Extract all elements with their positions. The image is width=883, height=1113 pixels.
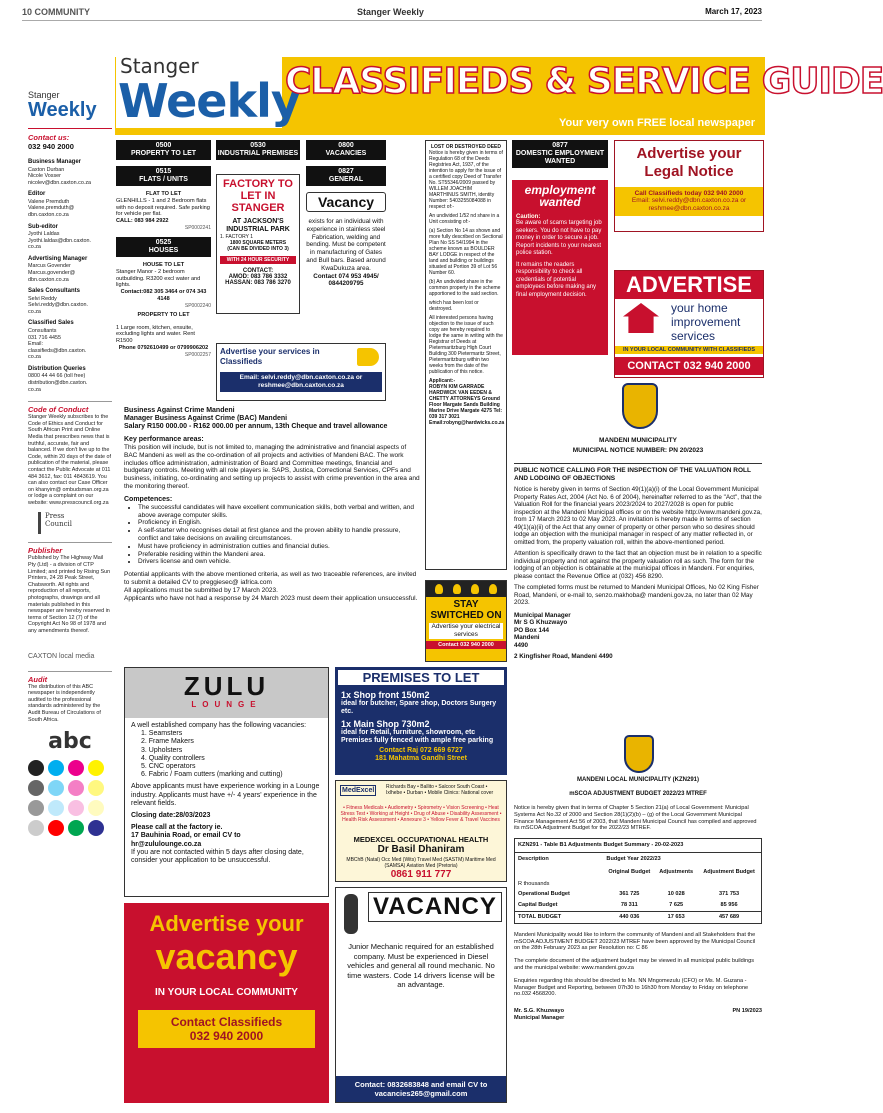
bulb-icon — [435, 584, 443, 594]
adv-vac-title1: Advertise your — [149, 911, 304, 936]
publisher-title: Publisher — [28, 546, 63, 556]
advertise-home-ad — [614, 270, 764, 378]
staff-heading: Distribution Queries — [28, 365, 86, 372]
factory-security: WITH 24 HOUR SECURITY — [220, 256, 296, 264]
zulu-logo — [125, 668, 328, 718]
mandeni1-p2: Attention is specifically drawn to the fact that an objection must be in relation to a specific individual property and not against the property valuation roll as such. The form for the lodging of an objection is obtainable at the municipal offices in Mandeni. For enquiries, please contact the Revenue Office at (032) 456 8290. — [514, 550, 762, 580]
flat-call: CALL: 083 984 2922 — [116, 218, 169, 225]
col-industrial — [216, 140, 300, 340]
sidebar-logo-small: Stanger — [28, 90, 60, 100]
staff-line: co.za — [28, 386, 41, 393]
col-employment — [512, 140, 608, 365]
table-cell: 361 725 — [619, 891, 640, 898]
bac-foot3: Applicants who have not had a response by 24 March 2023 must deem their application unsuccessful. — [124, 594, 418, 602]
stay-sub: Advertise your electrical services — [429, 623, 503, 639]
mandeni-notice-1 — [512, 383, 764, 728]
vacancy-ad — [306, 192, 386, 288]
vacancy-contact: Contact 074 953 4945/ 0844209795 — [313, 272, 379, 288]
staff-heading: Business Manager — [28, 159, 82, 165]
staff-line: classifieds@dbn.caxton. — [28, 347, 87, 354]
staff-block — [28, 320, 112, 360]
zulu-vacancy-list — [131, 730, 322, 779]
premises-ad — [335, 667, 507, 775]
table-sub — [515, 866, 604, 879]
medexcel-head: Richards Bay • Ballito • Salcoor South Coast • Ixlhebe • Durban • Mobile Clinics: National cover — [386, 784, 494, 796]
adv-contact: CONTACT 032 940 2000 — [615, 357, 763, 375]
table-cell: 440 036 — [619, 913, 640, 920]
press-council-text: Press Council — [45, 512, 72, 529]
table-cell: Operational Budget — [518, 891, 570, 898]
bac-key-text: This position will include, but is not limited to, managing the administrative and financial aspects of BAC Mandeni as well as the co-ordination of all projects and activities of Mandeni BAC. The work includes office administration, administration of Board and Committee meetings, financial and budgetary controls. Meeting with all role players ie. SAPS, Justica, Correctional Services, CPFs and business, initiating, co-ordinating and setting up projects to assist with crime prevention in the area and the monitoring thereof. — [124, 444, 420, 490]
table-cell: 371 753 — [718, 891, 740, 898]
bulb-icon — [471, 584, 479, 594]
deed-text4: (b) An undivided share in the common property in the scheme apportioned to the said section. — [429, 279, 501, 297]
staff-line: Marcus.govender@ — [28, 269, 76, 276]
factory-amod: AMOD: 083 786 3332 — [228, 274, 288, 280]
deed-applicant: ROBYN KIM GARRADE HARDWICK VAN EEDEN & CHETTY ATTORNEYS Ground Floor Margate Sands Building Marine Drive Margate 4275 Tel: 039 317 3021 Email:robyng@hardwicks.co.za — [429, 384, 505, 426]
staff-line: co.za — [28, 308, 41, 315]
abc-logo — [28, 729, 112, 754]
staff-heading: Sales Consultants — [28, 288, 81, 295]
zulu-vacancy-item: 2. Frame Makers — [141, 738, 194, 746]
deed-title: LOST OR DESTROYED DEED — [430, 144, 501, 150]
staff-line: Email: — [28, 341, 43, 348]
caxton-text: CAXTON local media — [28, 652, 95, 660]
signature-line: Municipal Manager — [514, 611, 571, 619]
deed-text5: which has been lost or destroyed. — [429, 300, 479, 312]
factory-line3: (CAN BE DIVIDED INTO 3) — [227, 246, 289, 252]
signature-line: 4490 — [514, 641, 529, 649]
mandeni2-p2: Mandeni Municipality would like to inform the community of Mandeni and all Stakeholders that the mSCOA ADJUSTMENT BUDGET 2022/23 MTREF have been approved by the Municipal Council on the 28th February 2023 as per Resolution no: C 86 — [514, 931, 756, 952]
bac-title: Business Against Crime Mandeni — [124, 407, 235, 414]
swatch — [68, 780, 84, 796]
col-property — [116, 140, 211, 405]
factory-title: FACTORY TO LET IN STANGER — [223, 178, 293, 214]
mandeni1-p3: The completed forms must be returned to Mandeni Municipal Offices, No 02 King Fisher Road, Mandeni, or e-mail to, senzo.makhoba@ mandeni.gov.za, no later than 02 May 2023. — [514, 584, 759, 606]
adv-sub2: improvement — [671, 315, 741, 329]
premises-s2b: ideal for Retail, furniture, showroom, etc — [341, 729, 476, 736]
audit-text: The distribution of this ABC newspaper is independently audited to the professional standards administered by the Audit Bureau of Circulations of South Africa. — [28, 683, 101, 723]
staff-line: Selvi.reddy@dbn.caxton. — [28, 302, 89, 309]
zulu-vacancy-item: 1. Seamsters — [141, 730, 183, 738]
house-ref: SP0002240 — [184, 302, 211, 309]
zulu-p2: Above applicants must have experience working in a Lounge industry. Applicants must have +/- 4 years' experience in the relevant fields. — [131, 783, 320, 807]
mandeni2-p1: Notice is hereby given that in terms of Chapter 5 Section 21(a) of Local Government: Municipal Systems Act No.32 of 2000 and Section 28(1)(2)(b) – (g) of the Local Government Municipal Finance Management Act 56 of 2003, that Mandeni Municipal Council has compiled and approved its mSCOA Adjustment Budget for the 2022/23 MTREF. — [514, 805, 757, 832]
banner-title: CLASSIFIEDS & SERVICE GUIDE — [285, 61, 883, 102]
zulu-call1: Please call at the factory ie. — [131, 824, 223, 832]
employment-caution: Caution: — [516, 214, 541, 220]
mandeni2-signature — [514, 1008, 762, 1022]
heading-flats: 0515 FLATS / UNITS — [116, 166, 211, 186]
bac-vacancy — [124, 407, 420, 662]
swatch — [48, 760, 64, 776]
table-cell: 7 625 — [669, 902, 684, 909]
adv-sub1: your home — [671, 301, 728, 315]
table-row — [515, 889, 762, 900]
mandeni2-pn: PN 19/2023 — [732, 1008, 762, 1015]
publisher-text: Published by The Highway Mail Pty (Ltd) - a division of CTP Limited; and printed by Rising Sun Printers, 24 28 Peak Street, Chatsworth. All rights and reproduction of all reports, photographs, drawings and all materials published in this newspaper are hereby reserved in terms of Section 12 (7) of the Copyright Act No 98 of 1978 and any amendments thereof. — [28, 555, 111, 634]
mandeni1-body — [514, 463, 762, 660]
table-cell: 78 311 — [620, 902, 638, 909]
factory-contact: CONTACT: — [242, 268, 274, 274]
adv-services-email: Email: selvi.reddy@dbn.caxton.co.za or reshmee@dbn.caxton.co.za — [220, 372, 382, 392]
sidebar-contact — [28, 128, 112, 151]
zulu-vacancy-item: 4. Quality controllers — [141, 754, 205, 762]
bac-foot1: Potential applicants with the above mentioned criteria, as well as two traceable references, are invited to submit a detailed CV to preggiesec@ iafrica.com — [124, 571, 417, 586]
vacancy-mechanic-ad — [335, 887, 507, 1103]
mandeni2-sig2: Municipal Manager — [514, 1014, 565, 1021]
staff-line: dbn.caxton.co.za — [28, 276, 69, 283]
house-text: Stanger Manor - 2 bedroom outbuilding. R3200 excl water and lights. — [116, 268, 201, 289]
page-header — [22, 5, 762, 21]
staff-block — [28, 256, 112, 283]
heading-general: 0827 GENERAL — [306, 166, 386, 186]
swatch — [68, 760, 84, 776]
flat-ref: SP0002241 — [184, 224, 211, 231]
medexcel-ad — [335, 780, 507, 882]
staff-line: nicolev@dbn.caxton.co.za — [28, 179, 92, 186]
stay-contact: Contact 032 940 2000 — [426, 641, 506, 649]
deed-text1: Notice is hereby given in terms of Regulation 68 of the Deeds Registries Act, 1937, of the intention to apply for the issue of a certified copy Deed of Transfer No. ST55346/2009 passed by WILLEM JOACHIM MARTHINUS SMITH, identity Number: 5403255084088 in respect of:- — [429, 150, 503, 210]
staff-line: dbn.caxton.co.za — [28, 211, 69, 218]
table-h-year: Budget Year 2022/23 — [606, 855, 661, 862]
color-swatches — [28, 760, 112, 836]
bulb-icon — [489, 584, 497, 594]
swatch — [88, 760, 104, 776]
mandeni1-signature — [514, 612, 762, 650]
swatch — [28, 760, 44, 776]
swatch — [48, 820, 64, 836]
zulu-logo-sub: LOUNGE — [191, 700, 262, 709]
mandeni2-sig1: Mr. S.G. Khuzwayo — [514, 1008, 565, 1015]
employment-ad — [512, 180, 608, 355]
press-council-logo — [38, 512, 112, 534]
factory-at: AT JACKSON'S INDUSTRIAL PARK — [226, 218, 290, 233]
sidebar-staff-list — [28, 159, 112, 393]
medexcel-logo: MedExcel — [342, 787, 375, 794]
house-title: HOUSE TO LET — [142, 261, 185, 268]
staff-line: Jyothi.laldas@dbn.caxton. — [28, 237, 92, 244]
mandeni-notice-2 — [512, 733, 764, 1105]
prop-ref: SP0002257 — [184, 351, 211, 358]
contact-phone: 032 940 2000 — [28, 142, 74, 151]
table-h-desc: Description — [518, 855, 549, 862]
employment-title: employment wanted — [524, 183, 596, 209]
heading-domestic: 0877 DOMESTIC EMPLOYMENT WANTED — [512, 140, 608, 168]
zulu-vacancy-item: 3. Upholsters — [141, 746, 183, 754]
staff-line: Jyothi Laldas — [28, 231, 60, 238]
legal-title: Advertise your Legal Notice — [636, 145, 742, 180]
vacancy2-text: Junior Mechanic required for an established company. Must be experienced in Diesel vehicles and general all round mechanic. No time wasters. Code 14 drivers license will be an advantage. — [347, 942, 495, 989]
abc-text: abc — [48, 729, 92, 755]
mandeni1-p1: Notice is hereby given in terms of Section 49(1)(a)(i) of the Local Government Municipal Property Rates Act, 2004 (Act No. 6 of 2004), hereinafter referred to as the "Act", that the Valuation Roll for the financial years 2023/2024 to 2027/2028 is open for public inspection at the Mandeni Municipal offices or on the website http://www.mandeni.gov.za, from 17 March 2023 to 02 May 2023. An invitation is hereby made in terms of section 49(1)(a)(ii) of the Act that any owner of property or other person who so desires should lodge an objection with the municipal manager in respect of any matter reflected in, or omitted from, the property valuation roll, within the above-mentioned period. — [514, 486, 762, 546]
staff-line: Valene Premduth — [28, 198, 70, 205]
swatch — [28, 820, 44, 836]
factory-line1: 1. FACTORY 1 — [220, 234, 254, 240]
factory-line2: 1800 SQUARE METERS — [229, 240, 287, 246]
adv-sub3: services — [671, 329, 716, 343]
swatch — [68, 800, 84, 816]
staff-line: Caxton Durban — [28, 166, 65, 173]
zulu-call3: hr@zululounge.co.za — [131, 840, 202, 848]
staff-heading: Editor — [28, 191, 46, 198]
swatch — [28, 800, 44, 816]
table-cell — [655, 879, 697, 890]
medexcel-services: • Fitness Medicals • Audiometry • Spirometry • Vision Screening • Heat Stress Test • Working at Height • Drug of Abuse • Disability Assessment • Health Risk Assessment • Annexure 3 • Yellow Fever & Travel Vaccines — [340, 805, 502, 823]
bulb-icons — [426, 581, 506, 597]
adv-vac-contact: Contact Classifieds — [170, 1015, 283, 1029]
legal-contact-box — [615, 187, 763, 216]
adv-vac-band: IN YOUR LOCAL COMMUNITY — [155, 987, 298, 998]
swatch — [88, 820, 104, 836]
table-row — [515, 879, 762, 890]
premises-s2: 1x Main Shop 730m2 — [341, 719, 430, 729]
factory-hassan: HASSAN: 083 786 3270 — [225, 280, 291, 286]
advertise-title: ADVERTISE — [615, 271, 763, 299]
prop-phone: Phone 0792610499 or 0799906202 — [118, 344, 209, 351]
factory-ad — [216, 174, 300, 314]
code-of-conduct — [28, 401, 112, 506]
employment-text: Be aware of scams targeting job seekers. You do not have to pay money in order to secure a job. Report incidents to your nearest police station. — [516, 220, 602, 256]
mandeni1-org: MANDENI MUNICIPALITY — [599, 437, 677, 444]
code-text: Stanger Weekly subscribes to the Code of Ethics and Conduct for South African Print and Online Media that prescribes news that is truthful, accurate, fair and balanced. If we don't live up to the Code, within 20 days of the date of publication of the material, please contact the Public Advocate at 011 484 3612, fax: 011 4843619. You can also contact our Case Officer on khanyim@ ombudsman.org.za or lodge a complaint on our website: www.presscouncil.org.za — [28, 414, 112, 506]
premises-title: PREMISES TO LET — [337, 669, 505, 686]
table-cell: R thousands — [518, 880, 550, 887]
house-icon — [623, 303, 659, 333]
vacancy-text: exists for an individual with experience in stainless steel Fabrication, welding and bending. Must be competent in manufacturing of Gates and Bull bars. Based around KwaDukuza area. — [306, 218, 386, 272]
vacancy-title: Vacancy — [306, 192, 386, 212]
bac-sub: Manager Business Against Crime (BAC) Mandeni — [124, 415, 288, 422]
mandeni1-title: PUBLIC NOTICE CALLING FOR THE INSPECTION OF THE VALUATION ROLL AND LODGING OF OBJECTIONS — [514, 467, 751, 482]
advertise-services-ad — [216, 343, 386, 401]
table-sub: Original Budget — [608, 868, 651, 875]
swatch — [48, 780, 64, 796]
table-row — [515, 900, 762, 911]
heading-vacancies: 0800 VACANCIES — [306, 140, 386, 160]
contact-label: Contact us: — [28, 133, 70, 142]
header-paper: Stanger Weekly — [357, 7, 424, 17]
premises-s1b: ideal for butcher, Spare shop, Doctors Surgery etc. — [341, 700, 497, 715]
mandeni2-org: MANDENI LOCAL MUNICIPALITY (KZN291) — [576, 777, 699, 783]
deed-text2: An undivided 1/52 nd share in a Unit consisting of:- — [429, 213, 500, 225]
table-sub: Adjustments — [659, 868, 694, 875]
zulu-call2: 17 Bauhinia Road, or email CV to — [131, 832, 241, 840]
audit — [28, 671, 112, 724]
table-cell: Capital Budget — [518, 902, 558, 909]
swatch — [28, 780, 44, 796]
competence-item: • A self-starter who recognises detail at first glance and the proven ability to handle pressure, conflict and take decisions on availing circumstances. — [138, 527, 420, 543]
signature-line: Mr S G Khuzwayo — [514, 619, 568, 626]
megaphone-icon — [357, 348, 379, 366]
zulu-intro: A well established company has the following vacancies: — [131, 722, 307, 729]
banner-logo-small: Stanger — [120, 54, 199, 78]
col-lost-deed — [425, 140, 507, 570]
employment-text2: It remains the readers responsibility to check all credentials of potential employees before making any final employment decision. — [516, 261, 597, 298]
caxton-logo — [28, 643, 112, 667]
staff-block — [28, 288, 112, 315]
staff-line: co.za — [28, 354, 41, 361]
zulu-lounge-ad — [124, 667, 329, 897]
staff-line: Nicole Vosser — [28, 173, 61, 180]
col-vacancies — [306, 140, 386, 340]
swatch — [88, 780, 104, 796]
sidebar-logo-big: Weekly — [28, 99, 97, 121]
banner-logo — [116, 52, 300, 128]
competence-item: • The successful candidates will have excellent communication skills, both verbal and written, and above average computer skills. — [138, 504, 420, 520]
staff-line: Valene.premduth@ — [28, 205, 75, 212]
mandeni1-notice: MUNICIPAL NOTICE NUMBER: PN 20/2023 — [572, 447, 704, 454]
table-cell: 17 653 — [667, 913, 685, 920]
bulb-icon — [453, 584, 461, 594]
medexcel-title: MEDEXCEL OCCUPATIONAL HEALTH — [353, 835, 489, 844]
adv-vac-phone: 032 940 2000 — [189, 1029, 264, 1043]
mandeni2-body — [514, 805, 762, 1022]
staff-line: Consultants — [28, 327, 57, 334]
banner-tagline: Your very own FREE local newspaper — [558, 117, 755, 129]
zulu-vacancy-item: 5. CNC operators — [141, 763, 196, 771]
competence-item: • Preferable residing within the Mandeni area. — [138, 551, 420, 559]
staff-line: Selvi Reddy — [28, 295, 57, 302]
medexcel-phone: 0861 911 777 — [390, 869, 452, 880]
table-cell: 457 689 — [718, 913, 740, 920]
adv-vac-title2: vacancy — [155, 936, 298, 977]
bac-comp-heading: Competences: — [124, 495, 173, 503]
legal-email: Email: selvi.reddy@dbn.caxton.co.za or reshmee@dbn.caxton.co.za — [631, 197, 747, 212]
banner-logo-big: Weekly — [118, 74, 300, 128]
vacancy2-contact: Contact: 0832683848 and email CV to vacancies265@gmail.com — [336, 1076, 506, 1102]
swatch — [68, 820, 84, 836]
premises-address: 181 Mahatma Gandhi Street — [375, 755, 467, 762]
adv-services-title: Advertise your services in Classifieds — [220, 347, 320, 366]
wrench-icon — [344, 894, 358, 934]
table-caption: KZN291 - Table B1 Adjustments Budget Summary - 20-02-2023 — [515, 839, 762, 853]
adv-band: IN YOUR LOCAL COMMUNITY WITH CLASSIFIEDS — [615, 346, 763, 354]
table-row — [515, 911, 762, 923]
table-sub: Adjustment Budget — [703, 868, 755, 875]
premises-s1: 1x Shop front 150m2 — [341, 690, 430, 700]
signature-line: Mandeni — [514, 634, 540, 641]
mandeni1-address: 2 Kingfisher Road, Mandeni 4490 — [514, 653, 613, 660]
prop-title: PROPERTY TO LET — [137, 311, 190, 318]
staff-block — [28, 224, 112, 251]
sidebar — [28, 90, 112, 1105]
premises-body — [335, 688, 507, 765]
deed-text3: (a) Section No 14 as shown and more fully described on Sectional Plan No SS 54/1994 in the scheme known as BOULDER BAY LODGE in respect of the land and building or buildings situated at Portion 39 of Lot 56 Number 60. — [429, 228, 503, 276]
table-cell — [697, 879, 761, 890]
table-cell — [603, 879, 655, 890]
premises-contact: Contact Raj 072 669 6727 — [379, 747, 463, 754]
competence-item: • Proficiency in English. — [138, 519, 420, 527]
audit-title: Audit — [28, 674, 48, 684]
swatch — [48, 800, 64, 816]
flat-title: FLAT TO LET — [145, 191, 182, 197]
stay-title: STAY SWITCHED ON — [430, 599, 502, 621]
zulu-closing: Closing date:28/03/2023 — [131, 812, 211, 820]
premises-s2c: Premises fully fenced with ample free parking — [341, 737, 494, 744]
bac-key-heading: Key performance areas: — [124, 436, 204, 443]
staff-line: 0800 44 44 66 (toll free) — [28, 373, 86, 380]
adv-vac-contact-box — [138, 1010, 315, 1048]
deed-applicant-label: Applicant:- — [429, 378, 456, 384]
staff-heading: Sub-editor — [28, 223, 58, 230]
house-contact: Contact:082 305 3464 or 074 343 4148 — [120, 289, 207, 302]
competence-item: • Must have proficiency in administration cutties and financial duties. — [138, 543, 420, 551]
legal-call: Call Classifieds today 032 940 2000 — [634, 190, 744, 197]
bac-competences — [124, 504, 420, 566]
flat-text: GLENHILLS - 1 and 2 Bedroom flats with no deposit required. Safe parking for vehicle per flat. — [116, 197, 210, 218]
medexcel-quals: MBChB (Natal) Occ Med (Wits) Travel Med (SASTM) Maritime Med (SAMSA) Aviation Med (Pretoria) — [346, 857, 496, 869]
staff-block — [28, 191, 112, 218]
staff-heading: Advertising Manager — [28, 255, 88, 262]
table-cell: TOTAL BUDGET — [518, 913, 562, 920]
mandeni2-p4: Enquiries regarding this should be directed to Ms. NN Mngomezulu (CFO) or Ms. M. Guzana - Manager Budget and Reporting, between 07h30 to 16h30 from Monday to Friday on telephone no.032 4568200. — [514, 977, 749, 998]
zulu-p3: If you are not contacted within 5 days after closing date, consider your application to be unsuccessful. — [131, 848, 304, 865]
mandeni2-title: mSCOA ADJUSTMENT BUDGET 2022/23 MTREF — [569, 791, 707, 797]
zulu-vacancy-item: 6. Fabric / Foam cutters (marking and cutting) — [141, 771, 283, 779]
staff-heading: Classified Sales — [28, 320, 74, 327]
staff-line: 031 716 4455 — [28, 334, 61, 341]
publisher — [28, 542, 112, 634]
competence-item: • Drivers license and own vehicle. — [138, 558, 420, 566]
heading-industrial: 0530 INDUSTRIAL PREMISES — [216, 140, 300, 160]
table-cell: 85 956 — [720, 902, 738, 909]
page-section: 10 COMMUNITY — [22, 7, 91, 17]
heading-property-to-let: 0500 PROPERTY TO LET — [116, 140, 211, 160]
vacancy2-title: VACANCY — [368, 892, 502, 922]
header-date: March 17, 2023 — [705, 7, 762, 16]
code-title: Code of Conduct — [28, 405, 89, 415]
signature-line: PO Box 144 — [514, 626, 549, 634]
staff-line: co.za — [28, 244, 41, 251]
coat-of-arms-icon — [624, 735, 654, 773]
advertise-vacancy-ad — [124, 903, 329, 1103]
deed-text6: All interested persons having objection to the issue of such copy are hereby required to lodge the same in writing with the Registrar of Deeds at Pietermaritzburg High Court Building 300 Pietermaritz Street, Pietermaritzburg within two weeks from the date of the publication of this notice. — [429, 315, 503, 375]
bac-salary: Salary R150 000.00 - R162 000.00 per annum, 13th Cheque and travel allowance — [124, 423, 388, 430]
staff-block — [28, 366, 112, 393]
swatch — [88, 800, 104, 816]
mandeni2-p3: The complete document of the adjustment budget may be viewed in all municipal public buildings and the municipal website: www.mandeni.gov.za — [514, 958, 755, 971]
coat-of-arms-icon — [622, 383, 658, 429]
staff-block — [28, 159, 112, 186]
staff-line: Marcus Govender — [28, 263, 71, 270]
bac-foot2: All applications must be submitted by 17 March 2023. — [124, 586, 278, 594]
medexcel-doctor: Dr Basil Dhaniram — [377, 844, 465, 855]
legal-notice-ad — [614, 140, 764, 232]
table-cell: 10 028 — [667, 891, 685, 898]
zulu-body — [125, 718, 328, 869]
prop-text: 1 Large room, kitchen, ensuite, excluding lights and water. Rent R1500 — [116, 324, 195, 345]
zulu-logo-text: ZULU — [183, 671, 270, 701]
staff-line: distribution@dbn.caxton. — [28, 379, 88, 386]
heading-houses: 0525 HOUSES — [116, 237, 211, 257]
budget-table — [514, 838, 762, 924]
stay-switched-on-ad — [425, 580, 507, 662]
